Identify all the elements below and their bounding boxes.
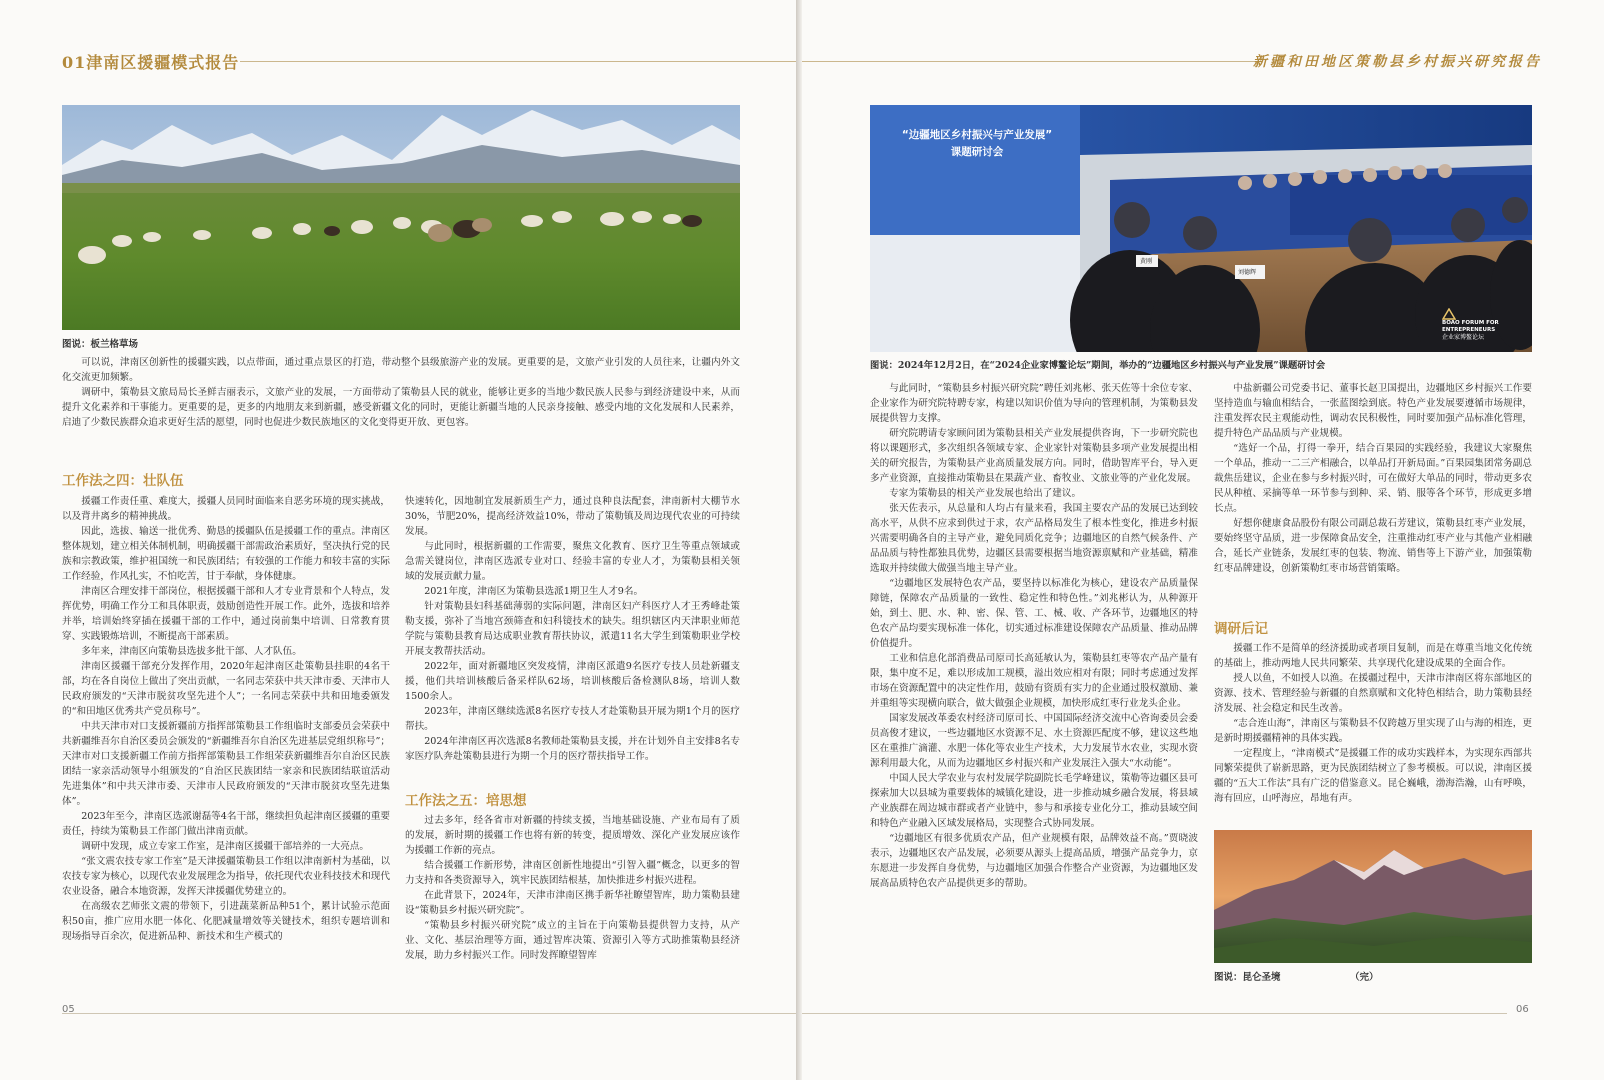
seminar-photo bbox=[870, 105, 1532, 352]
body-paragraph: 中盐新疆公司党委书记、董事长赵卫国提出，边疆地区乡村振兴工作要坚持造血与输血相结合，一张蓝图绘到底。特色产业发展要遵循市场规律，注重发挥农民主观能动性，调动农民积极性，同时要加强产品标准化管理，提升特色产品品质与产业规模。 bbox=[1214, 383, 1532, 439]
intro-paragraph: 可以说，津南区创新性的援疆实践，以点带面，通过重点景区的打造，带动整个县级旅游产业的发展。更重要的是，文旅产业引发的人员往来，让疆内外文化交流更加频繁。 bbox=[62, 357, 740, 383]
left-column-1 bbox=[62, 494, 390, 944]
right-column-1 bbox=[870, 381, 1198, 891]
grassland-photo-caption: 图说：板兰格草场 bbox=[62, 339, 139, 350]
body-paragraph: 结合援疆工作新形势，津南区创新性地提出“引智入疆”概念，以更多的智力支持和各类资源导入，筑牢民族团结根基，加快推进乡村振兴进程。 bbox=[405, 860, 740, 886]
body-paragraph: 津南区援疆干部充分发挥作用，2020年起津南区赴策勒县挂职的4名干部，均在各自岗位上做出了突出贡献，一名同志荣获中共天津市委、天津市人民政府颁发的“天津市脱贫攻坚先进个人”；一名同志荣获中共和田地委颁发的“和田地区优秀共产党员称号”。 bbox=[62, 661, 390, 717]
section4-heading: 工作法之四：壮队伍 bbox=[62, 473, 184, 489]
right-footer-rule bbox=[802, 1013, 1507, 1014]
end-mark: （完） bbox=[1350, 972, 1379, 983]
left-page-number: 05 bbox=[62, 1004, 75, 1015]
body-paragraph: 因此，选拔、输送一批优秀、勤恳的援疆队伍是援疆工作的重点。津南区整体规划，建立相关体制机制，明确援疆干部需政治素质好，坚决执行党的民族和宗教政策，维护祖国统一和民族团结；有较强的工作能力和较丰富的实际工作经验，作风扎实，不怕吃苦，甘于奉献，身体健康。 bbox=[62, 526, 390, 582]
body-paragraph: 津南区合理安排干部岗位，根据援疆干部和人才专业背景和个人特点，发挥优势，明确工作分工和具体职责，鼓励创造性开展工作。此外，选拔和培养并举，培训始终穿插在援疆干部的工作中，通过岗前集中培训、日常教育贯穿、实践锻炼培训，不断提高干部素质。 bbox=[62, 586, 390, 642]
body-paragraph: “策勒县乡村振兴研究院”成立的主旨在于向策勒县提供智力支持，从产业、文化、基层治理等方面，通过智库决策、资源引入等方式助推策勒县经济发展，助力乡村振兴工作。同时发挥瞭望智库 bbox=[405, 920, 740, 961]
forum-logo-icon bbox=[1442, 308, 1456, 320]
body-paragraph: 中国人民大学农业与农村发展学院副院长毛学峰建议，策勒等边疆区县可探索加大以县城为重要载体的城镇化建设，进一步推动城乡融合发展，将县域产业族群在周边城市群或者产业链中，参与和承接专业化分工，推动县域空间和特色产业融入区域发展格局，实现整合式协同发展。 bbox=[870, 773, 1198, 829]
banner-line-2: 课题研讨会 bbox=[950, 146, 1004, 158]
body-paragraph: 调研中发现，成立专家工作室，是津南区援疆干部培养的一大亮点。 bbox=[81, 841, 369, 852]
grassland-photo bbox=[62, 105, 740, 330]
forum-mark bbox=[1442, 308, 1522, 342]
body-paragraph: 国家发展改革委农村经济司原司长、中国国际经济交流中心咨询委员会委员高俊才建议，一些边疆地区水资源不足、水土资源匹配度不够，建议这些地区在重推广滴灌、水肥一体化等农业生产技术，大力发展节水农业，实现水资源利用最大化，从而为边疆地区乡村振兴和产业发展注入强大“水动能”。 bbox=[870, 713, 1198, 769]
body-paragraph: 2021年度，津南区为策勒县选派1期卫生人才9名。 bbox=[424, 586, 644, 597]
body-paragraph: “张文震农技专家工作室”是天津援疆策勒县工作组以津南新村为基础，以农技专家为核心，以现代农业发展理念为指导，依托现代农业科技技术和现代农业设备，融合本地资源，发挥天津援疆优势建立的。 bbox=[62, 856, 390, 897]
forum-mark-english: BOAO FORUM FOR ENTREPRENEURS bbox=[1442, 320, 1499, 333]
right-column-2b bbox=[1214, 641, 1532, 806]
right-column-2 bbox=[1214, 381, 1532, 576]
left-column-2b bbox=[405, 813, 740, 963]
left-header-title: 01津南区援疆模式报告 bbox=[62, 53, 240, 72]
body-paragraph: 2022年，面对新疆地区突发疫情，津南区派遣9名医疗专技人员赴新疆支援，他们共培训核酸后备采样队62场，培训核酸后备检测队8场，培训人数1500余人。 bbox=[405, 661, 740, 702]
body-paragraph: 2024年津南区再次选派8名教师赴策勒县支援，并在计划外自主安排8名专家医疗队奔赴策勒县进行为期一个月的医疗帮扶指导工作。 bbox=[405, 736, 740, 762]
body-paragraph: 多年来，津南区向策勒县选拔多批干部、人才队伍。 bbox=[81, 646, 302, 657]
kunlun-photo bbox=[1214, 830, 1532, 963]
body-paragraph: 一定程度上，“津南模式”是援疆工作的成功实践样本，为实现东西部共同繁荣提供了崭新思路，更为民族团结树立了参考模板。可以说，津南区援疆的“五大工作法”具有广泛的借鉴意义。昆仑巍峨，渤海浩瀚，山有呼唤，海有回应，山呼海应，昂地有声。 bbox=[1214, 748, 1532, 804]
banner-line-1: “边疆地区乡村振兴与产业发展” bbox=[901, 129, 1053, 141]
right-page bbox=[802, 0, 1604, 1080]
body-paragraph: 针对策勒县妇科基础薄弱的实际问题，津南区妇产科医疗人才王秀峰赴策勒支援，弥补了当地宫颈筛查和妇科镜技术的缺失。组织辖区内天津职业师范学院与策勒县教育局达成职业教育帮扶协议，派遣11名大学生到策勒职业学校开展支教帮扶活动。 bbox=[405, 601, 740, 657]
seminar-banner bbox=[892, 127, 1062, 159]
intro-paragraph: 调研中，策勒县文旅局局长圣鲜吉丽表示，文旅产业的发展，一方面带动了策勒县人民的就业，能够让更多的当地少数民族人民参与到经济建设中来，从而提升文化素养和干事能力。更重要的是，更多的内地朋友来到新疆，感受新疆文化的同时，更能让新疆当地的人民亲身接触、感受内地的文化发展和人民素养，启迪了少数民族群众追求更好生活的愿望，同时也促进少数民族地区的文化变得更开放、更包容。 bbox=[62, 387, 740, 428]
body-paragraph: 与此同时，“策勒县乡村振兴研究院”聘任刘兆彬、张天佐等十余位专家、企业家作为研究院特聘专家，构建以知识价值为导向的管理机制，为策勒县发展提供智力支撑。 bbox=[870, 383, 1198, 424]
right-header-rule bbox=[802, 61, 1262, 62]
seminar-photo-caption: 图说：2024年12月2日，在“2024企业家博鳌论坛”期间，举办的“边疆地区乡村振兴与产业发展”课题研讨会 bbox=[870, 360, 1326, 371]
body-paragraph: “边疆地区有很多优质农产品，但产业规模有限，品牌效益不高。”贾晓波表示，边疆地区农产品发展，必须要从源头上提高品质，增强产品竞争力，京东愿进一步发挥自身优势，与边疆地区加强合作整合产业资源，为边疆地区发展高品质特色农产品提供更多的帮助。 bbox=[870, 833, 1198, 889]
body-paragraph: 专家为策勒县的相关产业发展也给出了建议。 bbox=[889, 488, 1082, 499]
nameplate: 黄刚 bbox=[1140, 258, 1153, 265]
body-paragraph: 研究院聘请专家顾问团为策勒县相关产业发展提供咨询，下一步研究院也将以课题形式，多次组织各领域专家、企业家针对策勒县多项产业发展提出相关的研究报告，为策勒县产业高质量发展方向。同时，借助智库平台，导入更多产业资源，直接推动策勒县在果蔬产业、畜牧业、文旅业等的产业化发展。 bbox=[870, 428, 1198, 484]
left-page bbox=[0, 0, 796, 1080]
body-paragraph: “边疆地区发展特色农产品，要坚持以标准化为核心，建设农产品质量保障链，保障农产品质量的一致性、稳定性和特色性。”刘兆彬认为，从种源开始，到土、肥、水、种、密、保、管、工、械、收、产各环节，边疆地区的特色农产品均要实现标准一体化，切实通过标准建设保障农产品质量、推动品牌价值提升。 bbox=[870, 578, 1198, 649]
body-paragraph: 在此背景下，2024年，天津市津南区携手新华社瞭望智库，助力策勒县建设“策勒县乡村振兴研究院”。 bbox=[405, 890, 740, 916]
kunlun-photo-caption: 图说：昆仑圣境 bbox=[1214, 972, 1281, 983]
right-header-title: 新疆和田地区策勒县乡村振兴研究报告 bbox=[1253, 54, 1542, 70]
body-paragraph: “志合连山海”，津南区与策勒县不仅跨越万里实现了山与海的相连，更是新时期援疆精神的具体实践。 bbox=[1214, 718, 1532, 744]
grassland-illustration bbox=[62, 105, 740, 330]
nameplate: 刘德辉 bbox=[1238, 269, 1257, 276]
right-page-number: 06 bbox=[1516, 1004, 1529, 1015]
body-paragraph: 2023年，津南区继续选派8名医疗专技人才赴策勒县开展为期1个月的医疗帮扶。 bbox=[405, 706, 740, 732]
body-paragraph: 中共天津市对口支援新疆前方指挥部策勒县工作组临时支部委员会荣获中共新疆维吾尔自治区委员会颁发的“新疆维吾尔自治区先进基层党组织称号”；天津市对口支援新疆工作前方指挥部策勒县工作组荣获新疆维吾尔自治区民族团结一家亲活动领导小组颁发的“自治区民族团结一家亲和民族团结联谊活动先进集体”和中共天津市委、天津市人民政府颁发的“天津市脱贫攻坚先进集体”。 bbox=[62, 721, 390, 807]
section5-heading: 工作法之五：培思想 bbox=[405, 793, 527, 809]
body-paragraph: 快速转化，因地制宜发展新质生产力，通过良种良法配套，津南新村大棚节水30%，节肥20%，提高经济效益10%，带动了策勒镇及周边现代农业的可持续发展。 bbox=[405, 496, 740, 537]
body-paragraph: “选好一个品，打得一拳开，结合百果园的实践经验，我建议大家聚焦一个单品，推动一二三产相融合，以单品打开新局面。”百果园集团常务副总裁焦岳建议，企业在参与乡村振兴时，可在做好大单品的同时，带动更多农民从种植、采摘等单一环节参与到种、采、销、服等各个环节，形成更多增长点。 bbox=[1214, 443, 1532, 514]
body-paragraph: 过去多年，经各省市对新疆的持续支援，当地基础设施、产业布局有了质的发展，新时期的援疆工作也将有新的转变，提质增效、深化产业发展应该作为援疆工作新的亮点。 bbox=[405, 815, 740, 856]
body-paragraph: 援疆工作责任重、难度大，援疆人员同时面临来自恶劣环境的现实挑战，以及背井离乡的精神挑战。 bbox=[62, 496, 390, 522]
afterword-heading: 调研后记 bbox=[1214, 621, 1268, 637]
body-paragraph: 在高级农艺师张文震的带领下，引进蔬菜新品种51个，累计试验示范面积50亩，推广应用水肥一体化、化肥减量增效等关键技术，组织专题培训和现场指导百余次，促进新品种、新技术和生产模式的 bbox=[62, 901, 390, 942]
body-paragraph: 好想你健康食品股份有限公司副总裁石芳建议，策勒县红枣产业发展，要始终坚守品质，进一步保障食品安全，注重推动红枣产业与其他产业相融合，延长产业链条，发展红枣的包装、物流、销售等上下游产业，加强策勒红枣品牌建设，创新策勒红枣市场营销策略。 bbox=[1214, 518, 1532, 574]
body-paragraph: 援疆工作不是简单的经济援助或者项目复制，而是在尊重当地文化传统的基础上，推动两地人民共同繁荣、共享现代化建设成果的全面合作。 bbox=[1214, 643, 1532, 669]
body-paragraph: 授人以鱼，不如授人以渔。在援疆过程中，天津市津南区将东部地区的资源、技术、管理经验与新疆的自然禀赋和文化特色相结合，助力策勒县经济发展、社会稳定和民生改善。 bbox=[1214, 673, 1532, 714]
left-footer-rule bbox=[62, 1013, 796, 1014]
mountain-illustration bbox=[1214, 830, 1532, 963]
left-column-2 bbox=[405, 494, 740, 764]
body-paragraph: 与此同时，根据新疆的工作需要，聚焦文化教育、医疗卫生等重点领域或急需关键岗位，津南区选派专业对口、经验丰富的专业人才，为策勒县相关领域的发展贡献力量。 bbox=[405, 541, 740, 582]
left-header-rule bbox=[240, 61, 796, 62]
intro-text bbox=[62, 355, 740, 430]
body-paragraph: 工业和信息化部消费品司原司长高延敏认为，策勒县红枣等农产品产量有限，集中度不足，难以形成加工规模，溢出效应相对有限；同时考虑通过发挥市场在资源配置中的决定性作用，鼓励有资质有实力的企业通过股权激励、兼并重组等实现横向联合，做大做强企业规模，加快形成红枣行业龙头企业。 bbox=[870, 653, 1198, 709]
body-paragraph: 2023年至今，津南区选派谢磊等4名干部，继续担负起津南区援疆的重要责任，持续为策勒县工作部门做出津南贡献。 bbox=[62, 811, 390, 837]
body-paragraph: 张天佐表示，从总量和人均占有量来看，我国主要农产品的发展已达到较高水平，从供不应求到供过于求，农产品格局发生了根本性变化，推进乡村振兴需要明确各自的主导产业，避免同质化竞争；边疆地区的自然气候条件、产品品质与特性都独具优势，边疆区县需要根据当地资源禀赋和产业基础，精准选取并持续做大做强当地主导产业。 bbox=[870, 503, 1198, 574]
forum-mark-chinese: 企业家博鳌论坛 bbox=[1442, 334, 1485, 341]
